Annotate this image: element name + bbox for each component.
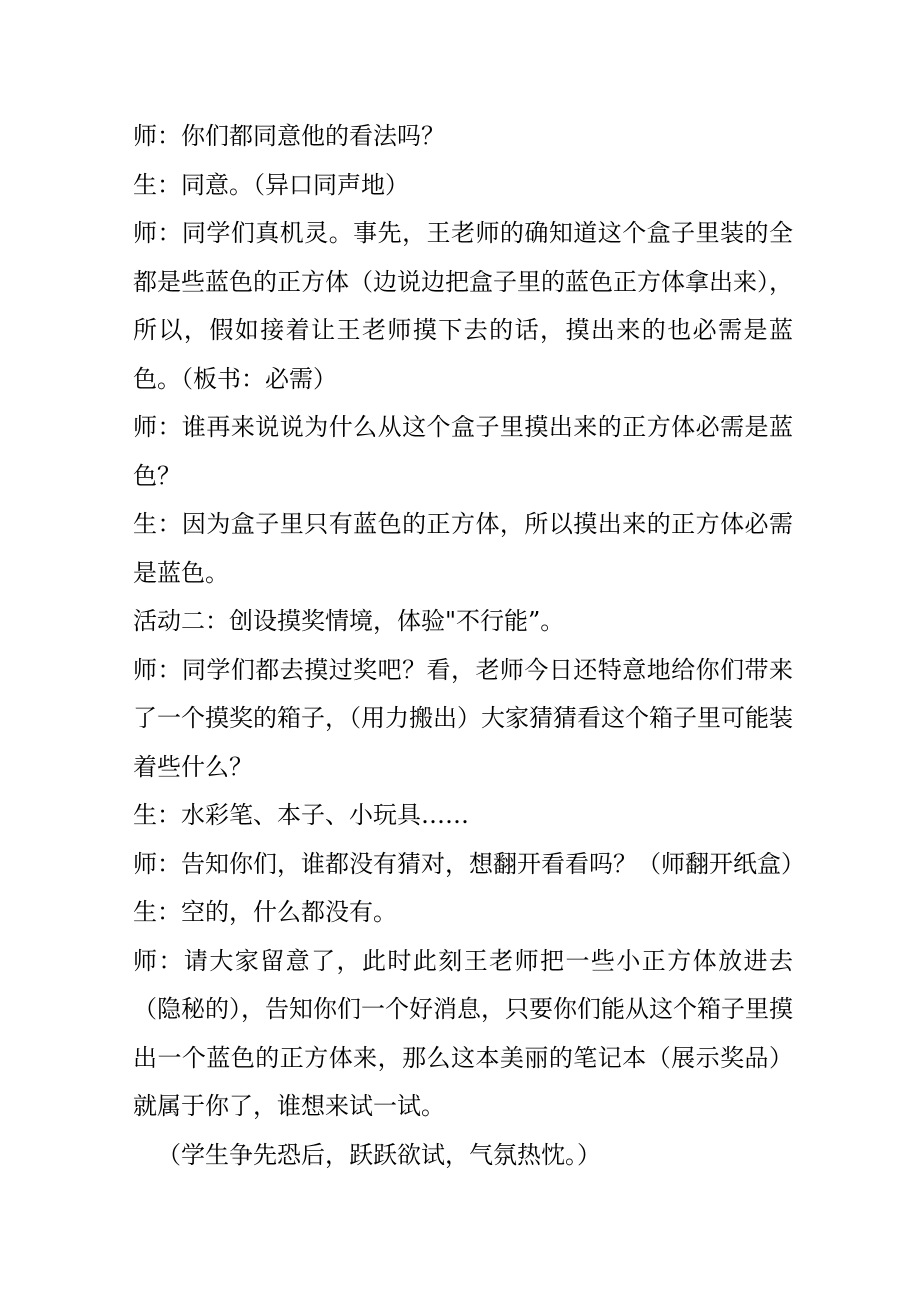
paragraph-teacher-open-box: 师：告知你们，谁都没有猜对，想翻开看看吗？（师翻开纸盒） — [133, 849, 805, 878]
paragraph-student-guess: 生：水彩笔、本子、小玩具…… — [133, 801, 469, 829]
paragraph-class-reaction: （学生争先恐后，跃跃欲试，气氛热忱。） — [157, 1140, 601, 1169]
paragraph-activity-two: 活动二：创设摸奖情境，体验"不行能”。 — [133, 607, 565, 635]
paragraph-student-reason: 生：因为盒子里只有蓝色的正方体，所以摸出来的正方体必需是蓝色。 — [133, 510, 793, 587]
paragraph-student-agree: 生：同意。（异口同声地） — [133, 170, 409, 199]
paragraph-teacher-question: 师：你们都同意他的看法吗？ — [133, 122, 445, 150]
paragraph-teacher-prize-box: 师：同学们都去摸过奖吧？看，老师今日还特意地给你们带来了一个摸奖的箱子，（用力搬出）大家猜猜看这个箱子里可能装着些什么？ — [133, 655, 793, 781]
paragraph-teacher-explain: 师：同学们真机灵。事先，王老师的确知道这个盒子里装的全都是些蓝色的正方体（边说边把盒子里的蓝色正方体拿出来），所以，假如接着让王老师摸下去的话，摸出来的也必需是蓝色。（板书：必需） — [133, 219, 793, 393]
document-body — [133, 112, 805, 1179]
paragraph-teacher-ask-why: 师：谁再来说说为什么从这个盒子里摸出来的正方体必需是蓝色？ — [133, 413, 793, 490]
paragraph-student-empty: 生：空的，什么都没有。 — [133, 898, 397, 926]
paragraph-teacher-challenge: 师：请大家留意了，此时此刻王老师把一些小正方体放进去（隐秘的），告知你们一个好消息，只要你们能从这个箱子里摸出一个蓝色的正方体来，那么这本美丽的笔记本（展示奖品）就属于你了，谁想来试一试。 — [133, 946, 793, 1120]
